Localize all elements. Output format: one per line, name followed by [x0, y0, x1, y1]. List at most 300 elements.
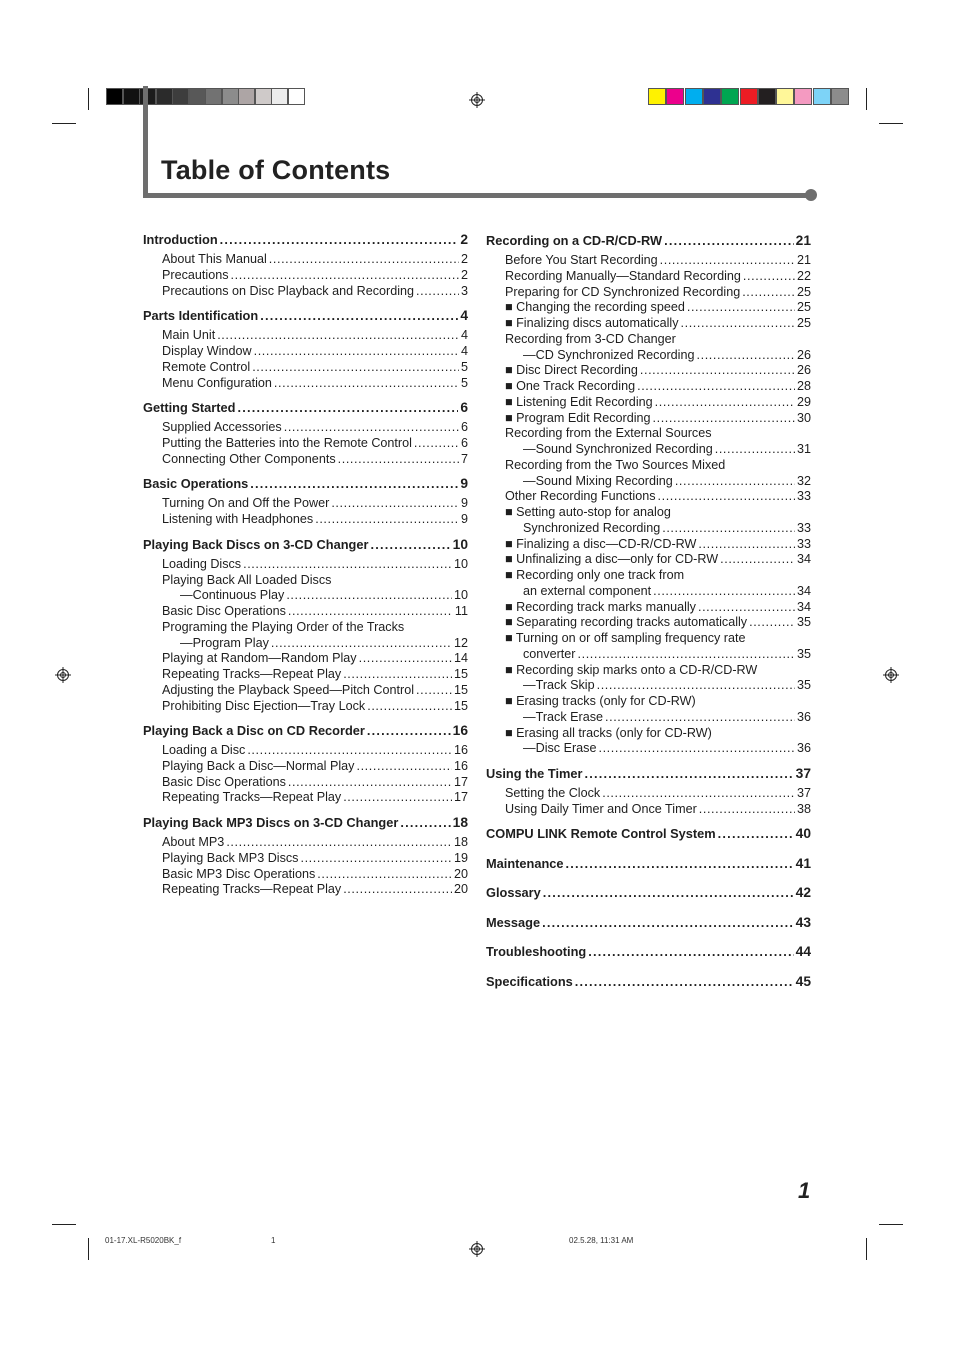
toc-entry-text: Playing Back All Loaded Discs — [162, 572, 332, 587]
toc-entry[interactable] — [505, 600, 811, 615]
toc-entry-label: Connecting Other Components — [162, 451, 336, 466]
registration-mark-icon — [55, 667, 71, 683]
toc-dot-leader — [288, 775, 452, 790]
toc-entry[interactable] — [523, 741, 811, 756]
toc-section[interactable] — [143, 815, 468, 830]
toc-dot-leader — [343, 667, 452, 682]
toc-entry-label: Using Daily Timer and Once Timer — [505, 801, 697, 816]
color-swatch — [222, 88, 239, 105]
toc-dot-leader — [331, 496, 459, 511]
toc-entry-label: Basic Disc Operations — [162, 604, 286, 619]
toc-section[interactable] — [486, 915, 811, 930]
toc-entry-label: Main Unit — [162, 328, 216, 343]
toc-page-number: 7 — [460, 451, 468, 466]
toc-entry-label: Supplied Accessories — [162, 420, 282, 435]
toc-page-number: 6 — [460, 400, 468, 416]
toc-dot-leader — [300, 851, 452, 866]
toc-entry[interactable] — [505, 786, 811, 801]
toc-page-number: 16 — [453, 743, 468, 758]
toc-entry[interactable] — [162, 882, 468, 897]
toc-entry-label: Playing Back MP3 Discs on 3-CD Changer — [143, 814, 399, 830]
toc-page-number: 3 — [460, 283, 468, 298]
toc-dot-leader — [400, 815, 450, 830]
toc-dot-leader — [231, 268, 459, 283]
page-number: 1 — [798, 1178, 811, 1203]
toc-entry-label: Synchronized Recording — [523, 520, 661, 535]
toc-dot-leader — [597, 678, 795, 693]
toc-entry-label: About This Manual — [162, 252, 267, 267]
toc-entry[interactable] — [505, 552, 811, 567]
toc-page-number: 18 — [453, 835, 468, 850]
color-swatch — [703, 88, 721, 105]
toc-page-number: 36 — [796, 741, 811, 756]
toc-dot-leader — [367, 723, 451, 738]
color-swatch — [776, 88, 794, 105]
toc-entry[interactable] — [162, 496, 468, 511]
toc-page-number: 21 — [796, 253, 811, 268]
toc-section[interactable] — [486, 974, 811, 989]
toc-dot-leader — [220, 232, 459, 247]
toc-entry[interactable] — [523, 647, 811, 662]
toc-dot-leader — [698, 600, 795, 615]
toc-entry[interactable] — [505, 615, 811, 630]
toc-entry-text: Recording from the External Sources — [505, 426, 712, 441]
toc-entry-label: Getting Started — [143, 400, 236, 416]
crop-mark — [866, 1238, 867, 1260]
toc-entry[interactable] — [180, 636, 468, 651]
toc-entry-text: ■ Erasing all tracks (only for CD-RW) — [505, 725, 712, 740]
toc-page-number: 16 — [452, 723, 468, 738]
toc-dot-leader — [575, 974, 794, 989]
toc-dot-leader — [247, 743, 452, 758]
toc-dot-leader — [715, 442, 795, 457]
toc-page-number: 34 — [796, 552, 811, 567]
toc-page-number: 36 — [796, 709, 811, 724]
toc-page-number: 12 — [453, 635, 468, 650]
toc-section[interactable] — [143, 537, 468, 552]
toc-entry-label: ■ Separating recording tracks automatically — [505, 615, 748, 630]
crop-mark — [866, 88, 867, 110]
color-swatch — [813, 88, 831, 105]
toc-entry-text: Recording from the Two Sources Mixed — [505, 457, 726, 472]
toc-section[interactable] — [143, 232, 468, 247]
toc-entry-label: —Program Play — [180, 635, 269, 650]
toc-entry-label: —Track Skip — [523, 678, 595, 693]
toc-entry-label: ■ One Track Recording — [505, 379, 636, 394]
toc-entry[interactable] — [505, 316, 811, 331]
toc-dot-leader — [243, 557, 452, 572]
toc-page-number: 41 — [795, 855, 811, 871]
toc-entry-label: Preparing for CD Synchronized Recording — [505, 284, 741, 299]
toc-dot-leader — [718, 826, 794, 841]
toc-dot-leader — [542, 915, 794, 930]
toc-entry[interactable] — [505, 253, 811, 268]
toc-entry[interactable] — [162, 376, 468, 391]
toc-dot-leader — [675, 474, 795, 489]
toc-dot-leader — [653, 584, 795, 599]
toc-page-number: 6 — [460, 420, 468, 435]
toc-entry-label: Playing Back a Disc—Normal Play — [162, 758, 355, 773]
toc-page-number: 33 — [796, 489, 811, 504]
toc-entry[interactable] — [505, 269, 811, 284]
toc-entry[interactable] — [505, 411, 811, 426]
toc-dot-leader — [416, 284, 459, 299]
toc-page-number: 34 — [796, 583, 811, 598]
toc-entry[interactable] — [505, 489, 811, 504]
toc-entry[interactable] — [162, 436, 468, 451]
toc-entry[interactable] — [162, 420, 468, 435]
toc-entry-label: converter — [523, 646, 576, 661]
toc-entry-label: Playing Back Discs on 3-CD Changer — [143, 536, 369, 552]
toc-entry-label: Using the Timer — [486, 765, 583, 781]
toc-page-number: 40 — [795, 826, 811, 842]
toc-entry[interactable] — [523, 348, 811, 363]
toc-page-number: 4 — [460, 328, 468, 343]
toc-page-number: 2 — [460, 252, 468, 267]
toc-entry[interactable] — [162, 743, 468, 758]
color-swatch — [156, 88, 173, 105]
toc-dot-leader — [343, 790, 452, 805]
toc-dot-leader — [637, 379, 795, 394]
toc-section[interactable] — [486, 885, 811, 900]
toc-entry[interactable] — [162, 344, 468, 359]
title-frame-vertical — [143, 86, 148, 198]
toc-entry-label: Menu Configuration — [162, 375, 272, 390]
toc-entry-label: ■ Disc Direct Recording — [505, 363, 638, 378]
color-swatch — [721, 88, 739, 105]
toc-dot-leader — [416, 683, 452, 698]
crop-mark — [879, 123, 903, 124]
footer-file-name: 01-17.XL-R5020BK_f — [105, 1236, 182, 1245]
toc-entry-label: Message — [486, 914, 541, 930]
toc-page-number: 34 — [796, 599, 811, 614]
crop-mark — [88, 88, 89, 110]
registration-mark-icon — [883, 667, 899, 683]
color-swatch — [189, 88, 206, 105]
toc-entry-label: ■ Program Edit Recording — [505, 410, 651, 425]
toc-dot-leader — [286, 588, 452, 603]
toc-entry-label: Setting the Clock — [505, 786, 601, 801]
color-swatch — [648, 88, 666, 105]
toc-page-number: 9 — [460, 512, 468, 527]
crop-mark — [52, 123, 76, 124]
toc-dot-leader — [598, 741, 795, 756]
toc-entry-label: Other Recording Functions — [505, 489, 656, 504]
color-swatch — [106, 88, 123, 105]
toc-page-number: 22 — [796, 268, 811, 283]
toc-entry-label: Recording Manually—Standard Recording — [505, 268, 741, 283]
toc-dot-leader — [698, 537, 795, 552]
crop-mark — [88, 1238, 89, 1260]
toc-page-number: 2 — [460, 232, 468, 247]
toc-entry[interactable] — [162, 360, 468, 375]
toc-entry-label: Precautions — [162, 267, 229, 282]
toc-entry-text: ■ Turning on or off sampling frequency rate — [505, 631, 746, 646]
toc-entry[interactable] — [162, 683, 468, 698]
toc-entry[interactable] — [162, 268, 468, 283]
toc-entry[interactable] — [162, 699, 468, 714]
toc-dot-leader — [343, 882, 452, 897]
toc-entry-text: Recording from 3-CD Changer — [505, 331, 676, 346]
toc-entry[interactable] — [180, 588, 468, 603]
toc-section[interactable] — [486, 944, 811, 959]
toc-entry[interactable] — [162, 284, 468, 299]
toc-dot-leader — [356, 759, 452, 774]
toc-entry[interactable] — [523, 710, 811, 725]
toc-dot-leader — [338, 452, 459, 467]
toc-entry-label: Playing Back a Disc on CD Recorder — [143, 723, 365, 738]
toc-page-number: 10 — [453, 556, 468, 571]
toc-dot-leader — [284, 420, 459, 435]
toc-page-number: 17 — [453, 774, 468, 789]
toc-page-number: 35 — [796, 646, 811, 661]
toc-page-number: 25 — [796, 316, 811, 331]
registration-mark-icon — [469, 92, 485, 108]
toc-dot-leader — [658, 489, 795, 504]
toc-dot-leader — [271, 636, 452, 651]
toc-dot-leader — [605, 710, 795, 725]
toc-entry-label: —CD Synchronized Recording — [523, 347, 695, 362]
toc-page-number: 9 — [460, 476, 468, 492]
toc-entry-label: —Sound Mixing Recording — [523, 473, 673, 488]
toc-entry-label: Basic Disc Operations — [162, 774, 286, 789]
toc-section[interactable] — [486, 856, 811, 871]
toc-page-number: 31 — [796, 442, 811, 457]
toc-entry[interactable] — [505, 285, 811, 300]
toc-page-number: 15 — [453, 667, 468, 682]
toc-entry-label: Parts Identification — [143, 308, 259, 324]
toc-entry-label: ■ Recording track marks manually — [505, 599, 696, 614]
toc-page-number: 10 — [452, 536, 468, 552]
toc-entry-label: About MP3 — [162, 835, 225, 850]
toc-page-number: 15 — [453, 698, 468, 713]
toc-section[interactable] — [143, 723, 468, 738]
color-swatch — [123, 88, 140, 105]
toc-section[interactable] — [486, 766, 811, 781]
toc-dot-leader — [578, 647, 795, 662]
toc-page-number: 28 — [796, 379, 811, 394]
toc-entry[interactable] — [162, 851, 468, 866]
toc-entry[interactable] — [162, 604, 468, 619]
toc-entry-label: Before You Start Recording — [505, 253, 658, 268]
toc-entry-label: Prohibiting Disc Ejection—Tray Lock — [162, 698, 366, 713]
toc-page-number: 33 — [796, 520, 811, 535]
color-swatch — [172, 88, 189, 105]
toc-entry-label: Display Window — [162, 344, 252, 359]
toc-dot-leader — [662, 521, 795, 536]
toc-entry-text: ■ Setting auto-stop for analog — [505, 505, 671, 520]
toc-dot-leader — [660, 253, 795, 268]
toc-page-number: 43 — [795, 914, 811, 930]
toc-dot-leader — [655, 395, 795, 410]
toc-dot-leader — [274, 376, 459, 391]
toc-page-number: 5 — [460, 359, 468, 374]
toc-page-number: 35 — [796, 615, 811, 630]
toc-section[interactable] — [486, 233, 811, 248]
toc-entry-label: —Disc Erase — [523, 741, 597, 756]
crop-mark — [52, 1224, 76, 1225]
toc-dot-leader — [681, 316, 795, 331]
color-swatch — [205, 88, 222, 105]
toc-page-number: 21 — [795, 233, 811, 248]
toc-dot-leader — [226, 835, 452, 850]
color-swatch — [758, 88, 776, 105]
toc-entry-label: ■ Changing the recording speed — [505, 300, 685, 315]
toc-dot-leader — [602, 786, 795, 801]
toc-page-number: 19 — [453, 850, 468, 865]
toc-entry-label: Introduction — [143, 232, 218, 247]
toc-entry[interactable] — [505, 363, 811, 378]
color-swatch — [288, 88, 305, 105]
toc-page-number: 14 — [453, 651, 468, 666]
toc-page-number: 15 — [453, 682, 468, 697]
color-swatch — [685, 88, 703, 105]
crop-mark — [879, 1224, 903, 1225]
title-frame-horizontal — [143, 193, 811, 198]
toc-dot-leader — [720, 552, 795, 567]
toc-page-number: 25 — [796, 300, 811, 315]
toc-dot-leader — [687, 300, 795, 315]
toc-entry[interactable] — [162, 328, 468, 343]
toc-entry-label: Loading Discs — [162, 556, 242, 571]
toc-entry-label: Glossary — [486, 885, 541, 901]
toc-page-number: 26 — [796, 363, 811, 378]
toc-dot-leader — [317, 867, 452, 882]
footer-date: 02.5.28, 11:31 AM — [569, 1236, 634, 1245]
toc-dot-leader — [653, 411, 795, 426]
toc-entry[interactable] — [523, 521, 811, 536]
toc-dot-leader — [367, 699, 452, 714]
toc-entry[interactable] — [162, 512, 468, 527]
toc-entry[interactable] — [505, 395, 811, 410]
toc-dot-leader — [254, 344, 459, 359]
toc-entry-label: Specifications — [486, 973, 573, 989]
toc-entry-label: Playing Back MP3 Discs — [162, 850, 299, 865]
footer-sheet-number: 1 — [271, 1236, 276, 1245]
toc-entry-label: Loading a Disc — [162, 743, 246, 758]
toc-dot-leader — [697, 348, 795, 363]
toc-entry[interactable] — [505, 802, 811, 817]
color-swatch — [666, 88, 684, 105]
toc-entry-label: COMPU LINK Remote Control System — [486, 826, 716, 842]
toc-dot-leader — [742, 285, 795, 300]
toc-dot-leader — [288, 604, 453, 619]
toc-entry[interactable] — [162, 759, 468, 774]
toc-dot-leader — [250, 476, 458, 491]
toc-dot-leader — [315, 512, 459, 527]
toc-page-number: 45 — [795, 973, 811, 989]
toc-page-number: 11 — [454, 604, 468, 619]
registration-mark-icon — [469, 1241, 485, 1257]
toc-entry[interactable] — [162, 835, 468, 850]
toc-entry[interactable] — [505, 379, 811, 394]
toc-section[interactable] — [143, 308, 468, 323]
toc-entry-label: Putting the Batteries into the Remote Control — [162, 436, 412, 450]
toc-entry[interactable] — [523, 474, 811, 489]
toc-page-number: 26 — [796, 347, 811, 362]
toc-entry[interactable] — [505, 537, 811, 552]
toc-page-number: 4 — [460, 308, 468, 324]
toc-entry[interactable] — [505, 300, 811, 315]
toc-entry[interactable] — [162, 867, 468, 882]
toc-dot-leader — [749, 615, 795, 630]
toc-page-number: 35 — [796, 678, 811, 693]
toc-entry-label: —Sound Synchronized Recording — [523, 442, 713, 457]
toc-entry[interactable] — [162, 667, 468, 682]
toc-page-number: 2 — [460, 267, 468, 282]
toc-entry-label: —Continuous Play — [180, 588, 285, 603]
toc-entry-label: an external component — [523, 583, 652, 598]
toc-dot-leader — [588, 944, 793, 959]
toc-entry-label: ■ Listening Edit Recording — [505, 394, 653, 409]
toc-entry-label: Recording on a CD-R/CD-RW — [486, 233, 663, 248]
toc-entry-label: —Track Erase — [523, 709, 604, 724]
toc-entry-label: Maintenance — [486, 855, 564, 871]
color-swatch — [255, 88, 272, 105]
toc-entry[interactable] — [162, 557, 468, 572]
toc-entry-text: ■ Erasing tracks (only for CD-RW) — [505, 694, 696, 709]
toc-dot-leader — [699, 802, 795, 817]
toc-entry-label: Repeating Tracks—Repeat Play — [162, 667, 342, 682]
toc-page-number: 4 — [460, 344, 468, 359]
toc-entry[interactable] — [162, 651, 468, 666]
toc-section[interactable] — [143, 476, 468, 491]
color-swatch — [831, 88, 849, 105]
toc-entry-label: Adjusting the Playback Speed—Pitch Control — [162, 682, 415, 697]
color-swatch — [238, 88, 255, 105]
toc-entry-text: Programing the Playing Order of the Tracks — [162, 619, 405, 634]
toc-page-number: 16 — [453, 758, 468, 773]
toc-page-number: 9 — [460, 496, 468, 511]
toc-dot-leader — [370, 537, 450, 552]
toc-dot-leader — [640, 363, 795, 378]
toc-page-number: 20 — [453, 882, 468, 897]
toc-entry-label: Playing at Random—Random Play — [162, 651, 357, 666]
toc-section[interactable] — [486, 826, 811, 841]
toc-entry[interactable] — [162, 790, 468, 805]
color-swatch — [271, 88, 288, 105]
color-swatch — [740, 88, 758, 105]
toc-dot-leader — [414, 436, 459, 451]
toc-entry-label: Precautions on Disc Playback and Recording — [162, 283, 415, 298]
toc-page-number: 6 — [460, 436, 468, 450]
toc-entry[interactable] — [162, 252, 468, 267]
toc-entry-text: ■ Recording skip marks onto a CD-R/CD-RW — [505, 662, 758, 677]
toc-page-number: 42 — [795, 885, 811, 901]
color-swatch — [794, 88, 812, 105]
toc-entry[interactable] — [523, 678, 811, 693]
toc-dot-leader — [543, 885, 794, 900]
toc-entry-label: Basic Operations — [143, 476, 249, 492]
toc-dot-leader — [269, 252, 459, 267]
toc-section[interactable] — [143, 400, 468, 415]
toc-dot-leader — [260, 308, 458, 323]
toc-entry-text: ■ Recording only one track from — [505, 568, 685, 583]
toc-entry-label: Remote Control — [162, 359, 251, 374]
toc-entry[interactable] — [162, 452, 468, 467]
toc-entry-label: Listening with Headphones — [162, 512, 314, 527]
toc-page-number: 30 — [796, 410, 811, 425]
toc-entry[interactable] — [523, 584, 811, 599]
toc-page-number: 5 — [460, 375, 468, 390]
toc-entry-label: Repeating Tracks—Repeat Play — [162, 790, 342, 805]
toc-entry-label: Turning On and Off the Power — [162, 496, 330, 511]
toc-page-number: 29 — [796, 394, 811, 409]
toc-entry[interactable] — [523, 442, 811, 457]
toc-page-number: 32 — [796, 473, 811, 488]
toc-entry[interactable] — [162, 775, 468, 790]
toc-page-number: 20 — [453, 866, 468, 881]
